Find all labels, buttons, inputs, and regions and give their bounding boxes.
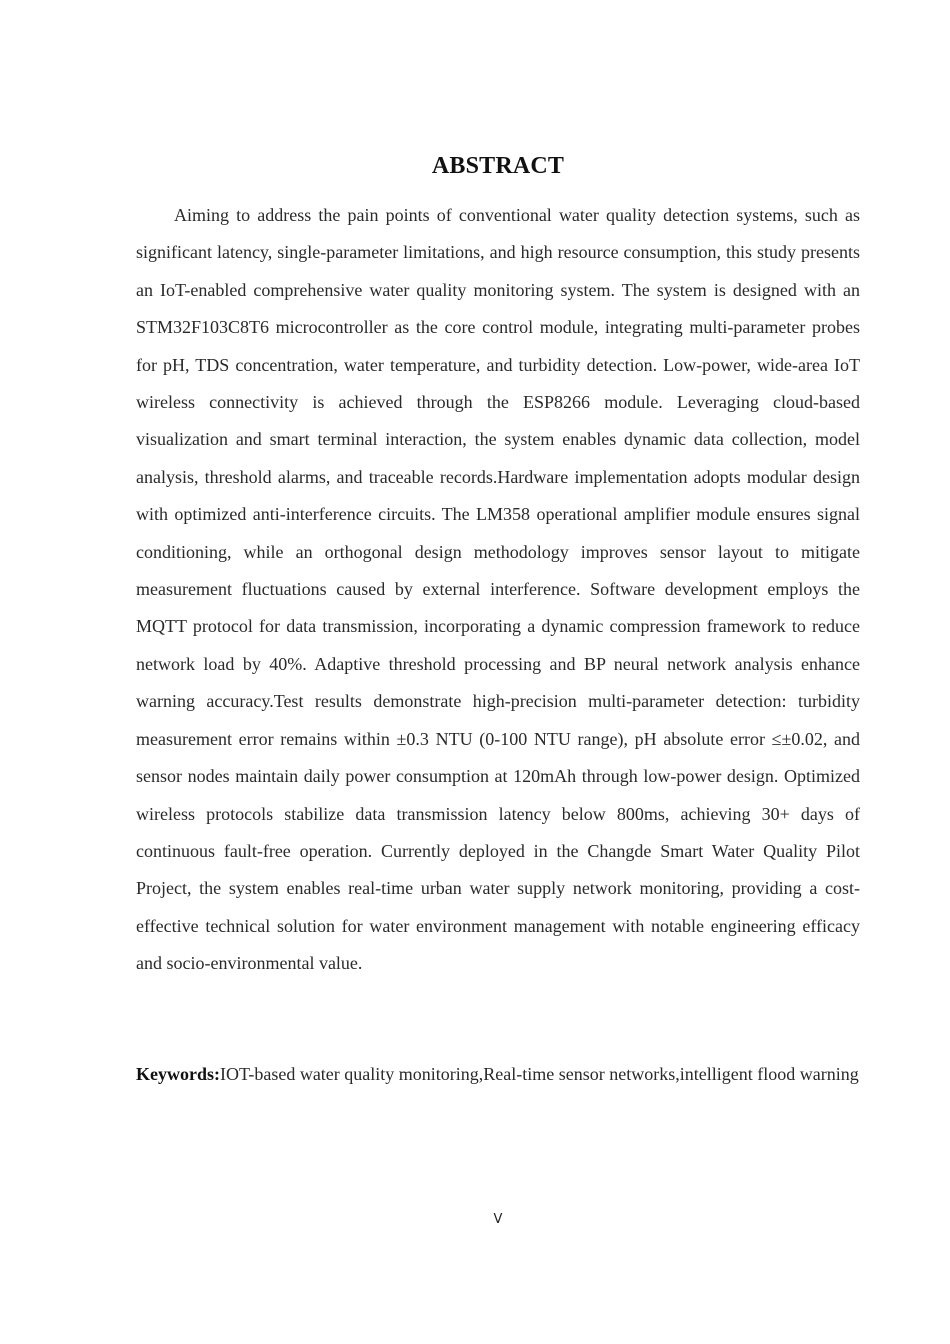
- keywords-text: IOT-based water quality monitoring,Real-time sensor networks,intelligent flood warning: [220, 1064, 859, 1084]
- abstract-paragraph: Aiming to address the pain points of conventional water quality detection systems, such as significant latency, single-parameter limitations, and high resource consumption, this study presents an IoT-enabled comprehensive water quality monitoring system. The system is designed with an STM32F103C8T6 microcontroller as the core control module, integrating multi-parameter probes for pH, TDS concentration, water temperature, and turbidity detection. Low-power, wide-area IoT wireless connectivity is achieved through the ESP8266 module. Leveraging cloud-based visualization and smart terminal interaction, the system enables dynamic data collection, model analysis, threshold alarms, and traceable records.Hardware implementation adopts modular design with optimized anti-interference circuits. The LM358 operational amplifier module ensures signal conditioning, while an orthogonal design methodology improves sensor layout to mitigate measurement fluctuations caused by external interference. Software development employs the MQTT protocol for data transmission, incorporating a dynamic compression framework to reduce network load by 40%. Adaptive threshold processing and BP neural network analysis enhance warning accuracy.Test results demonstrate high-precision multi-parameter detection: turbidity measurement error remains within ±0.3 NTU (0-100 NTU range), pH absolute error ≤±0.02, and sensor nodes maintain daily power consumption at 120mAh through low-power design. Optimized wireless protocols stabilize data transmission latency below 800ms, achieving 30+ days of continuous fault-free operation. Currently deployed in the Changde Smart Water Quality Pilot Project, the system enables real-time urban water supply network monitoring, providing a cost-effective technical solution for water environment management with notable engineering efficacy and socio-environmental value.: [136, 205, 860, 974]
- abstract-body: [136, 197, 860, 983]
- keywords-label: Keywords:: [136, 1064, 220, 1084]
- keywords-section: [136, 1056, 860, 1093]
- abstract-title: ABSTRACT: [431, 153, 565, 179]
- page-number: V: [493, 1212, 503, 1227]
